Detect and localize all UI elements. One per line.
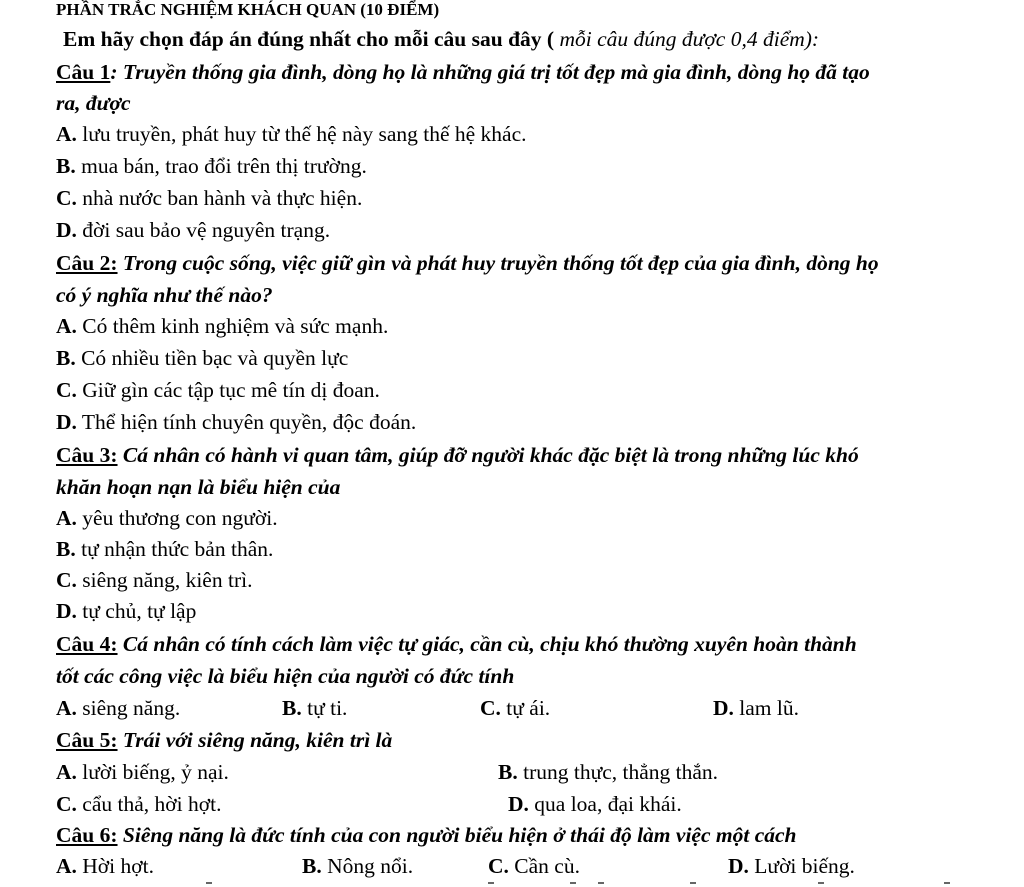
cut-off-next-line — [0, 880, 1024, 887]
option-letter: D. — [56, 410, 77, 434]
question-1-separator: : — [110, 60, 123, 84]
question-5-text-line-1: Trái với siêng năng, kiên trì là — [122, 728, 393, 752]
option-text: lười biếng, ỷ nại. — [76, 760, 229, 784]
question-5-stem-line-1 — [56, 725, 1024, 755]
option-letter: A. — [56, 760, 77, 784]
question-5-option-a — [56, 757, 229, 787]
question-2-option-b — [56, 343, 1024, 373]
question-3-option-d — [56, 596, 1024, 626]
option-letter: A. — [56, 506, 77, 530]
option-letter: D. — [728, 854, 749, 878]
question-4-text-line-2: tốt các công việc là biểu hiện của người có đức tính — [56, 664, 515, 688]
question-2-text-line-1: Trong cuộc sống, việc giữ gìn và phát huy truyền thống tốt đẹp của gia đình, dòng họ — [122, 251, 879, 275]
option-letter: B. — [56, 154, 76, 178]
option-text: tự nhận thức bản thân. — [75, 537, 274, 561]
question-3-option-c — [56, 565, 1024, 595]
question-1-option-d — [56, 215, 1024, 245]
section-header-text: PHẦN TRẮC NGHIỆM KHÁCH QUAN (10 ĐIỂM) — [56, 0, 440, 19]
option-text: Thể hiện tính chuyên quyền, độc đoán. — [76, 410, 417, 434]
question-2-label: Câu 2: — [56, 251, 118, 275]
question-5-options-row-1 — [0, 757, 1024, 787]
option-letter: D. — [56, 599, 77, 623]
question-2-option-c — [56, 375, 1024, 405]
question-6-option-b — [302, 851, 413, 881]
question-6-option-a — [56, 851, 154, 881]
question-1-text-line-2: ra, được — [56, 91, 131, 115]
question-1-option-a — [56, 119, 1024, 149]
question-5-options-row-2 — [0, 789, 1024, 819]
question-3-option-b — [56, 534, 1024, 564]
question-6-option-d — [728, 851, 855, 881]
question-3-text-line-2: khăn hoạn nạn là biểu hiện của — [56, 475, 341, 499]
question-6-option-c — [488, 851, 580, 881]
option-letter: B. — [56, 346, 76, 370]
question-4-option-d — [713, 693, 799, 723]
option-letter: A. — [56, 122, 77, 146]
question-6-stem-line-1 — [56, 820, 1024, 850]
question-4-option-c — [480, 693, 550, 723]
question-2-stem-line-1 — [56, 248, 1024, 278]
option-letter: C. — [56, 792, 77, 816]
option-letter: C. — [480, 696, 501, 720]
question-1-label: Câu 1 — [56, 60, 111, 84]
instruction-main: Em hãy chọn đáp án đúng nhất cho mỗi câu sau đây ( — [63, 27, 555, 51]
question-5-option-c — [56, 789, 221, 819]
instruction-note: mỗi câu đúng được 0,4 điểm): — [554, 27, 820, 51]
question-1-option-c — [56, 183, 1024, 213]
option-text: Cần cù. — [508, 854, 580, 878]
option-text: đời sau bảo vệ nguyên trạng. — [76, 218, 331, 242]
option-letter: D. — [508, 792, 529, 816]
section-header — [56, 0, 1024, 25]
option-letter: C. — [56, 186, 77, 210]
option-text: qua loa, đại khái. — [528, 792, 682, 816]
option-text: Nông nổi. — [321, 854, 414, 878]
option-text: yêu thương con người. — [76, 506, 278, 530]
option-letter: B. — [56, 537, 76, 561]
option-text: lưu truyền, phát huy từ thế hệ này sang thế hệ khác. — [76, 122, 527, 146]
option-letter: C. — [488, 854, 509, 878]
option-text: Hời hợt. — [76, 854, 154, 878]
question-6-options-row — [0, 851, 1024, 881]
option-letter: A. — [56, 314, 77, 338]
question-3-stem-line-2 — [56, 472, 1024, 502]
question-5-option-b — [498, 757, 718, 787]
option-text: siêng năng, kiên trì. — [76, 568, 253, 592]
option-text: cẩu thả, hời hợt. — [76, 792, 222, 816]
option-text: Giữ gìn các tập tục mê tín dị đoan. — [76, 378, 380, 402]
question-5-label: Câu 5: — [56, 728, 118, 752]
option-letter: A. — [56, 696, 77, 720]
option-letter: D. — [713, 696, 734, 720]
question-4-stem-line-2 — [56, 661, 1024, 691]
question-4-option-a — [56, 693, 180, 723]
question-3-stem-line-1 — [56, 440, 1024, 470]
option-text: tự ti. — [301, 696, 348, 720]
option-text: lam lũ. — [733, 696, 799, 720]
option-letter: B. — [498, 760, 518, 784]
question-2-text-line-2: có ý nghĩa như thế nào? — [56, 283, 273, 307]
question-1-option-b — [56, 151, 1024, 181]
glyph-fragment — [206, 882, 212, 884]
question-6-label: Câu 6: — [56, 823, 118, 847]
question-1-stem-line-1 — [56, 57, 1024, 87]
question-2-stem-line-2 — [56, 280, 1024, 310]
option-text: tự ái. — [500, 696, 551, 720]
option-letter: D. — [56, 218, 77, 242]
glyph-fragment — [818, 882, 824, 884]
glyph-fragment — [488, 882, 494, 884]
question-4-label: Câu 4: — [56, 632, 118, 656]
glyph-fragment — [570, 882, 576, 884]
option-letter: B. — [282, 696, 302, 720]
question-3-option-a — [56, 503, 1024, 533]
question-5-option-d — [508, 789, 682, 819]
option-text: mua bán, trao đổi trên thị trường. — [75, 154, 367, 178]
glyph-fragment — [598, 882, 604, 884]
option-text: Có thêm kinh nghiệm và sức mạnh. — [76, 314, 389, 338]
option-text: Lười biếng. — [748, 854, 855, 878]
option-letter: C. — [56, 378, 77, 402]
glyph-fragment — [944, 882, 950, 884]
question-4-stem-line-1 — [56, 629, 1024, 659]
option-letter: A. — [56, 854, 77, 878]
option-text: Có nhiều tiền bạc và quyền lực — [75, 346, 349, 370]
question-2-option-d — [56, 407, 1024, 437]
question-2-option-a — [56, 311, 1024, 341]
question-4-option-b — [282, 693, 347, 723]
glyph-fragment — [690, 882, 696, 884]
option-text: trung thực, thẳng thắn. — [517, 760, 719, 784]
option-text: siêng năng. — [76, 696, 181, 720]
option-letter: B. — [302, 854, 322, 878]
option-letter: C. — [56, 568, 77, 592]
option-text: nhà nước ban hành và thực hiện. — [76, 186, 363, 210]
question-1-stem-line-2 — [56, 88, 1024, 118]
question-6-text-line-1: Siêng năng là đức tính của con người biểu hiện ở thái độ làm việc một cách — [122, 823, 797, 847]
question-3-label: Câu 3: — [56, 443, 118, 467]
question-4-options-row — [0, 693, 1024, 723]
instruction — [63, 24, 1024, 54]
question-3-text-line-1: Cá nhân có hành vi quan tâm, giúp đỡ người khác đặc biệt là trong những lúc khó — [122, 443, 859, 467]
question-4-text-line-1: Cá nhân có tính cách làm việc tự giác, cần cù, chịu khó thường xuyên hoàn thành — [122, 632, 857, 656]
question-1-text-line-1: Truyền thống gia đình, dòng họ là những giá trị tốt đẹp mà gia đình, dòng họ đã tạo — [122, 60, 870, 84]
option-text: tự chủ, tự lập — [76, 599, 197, 623]
